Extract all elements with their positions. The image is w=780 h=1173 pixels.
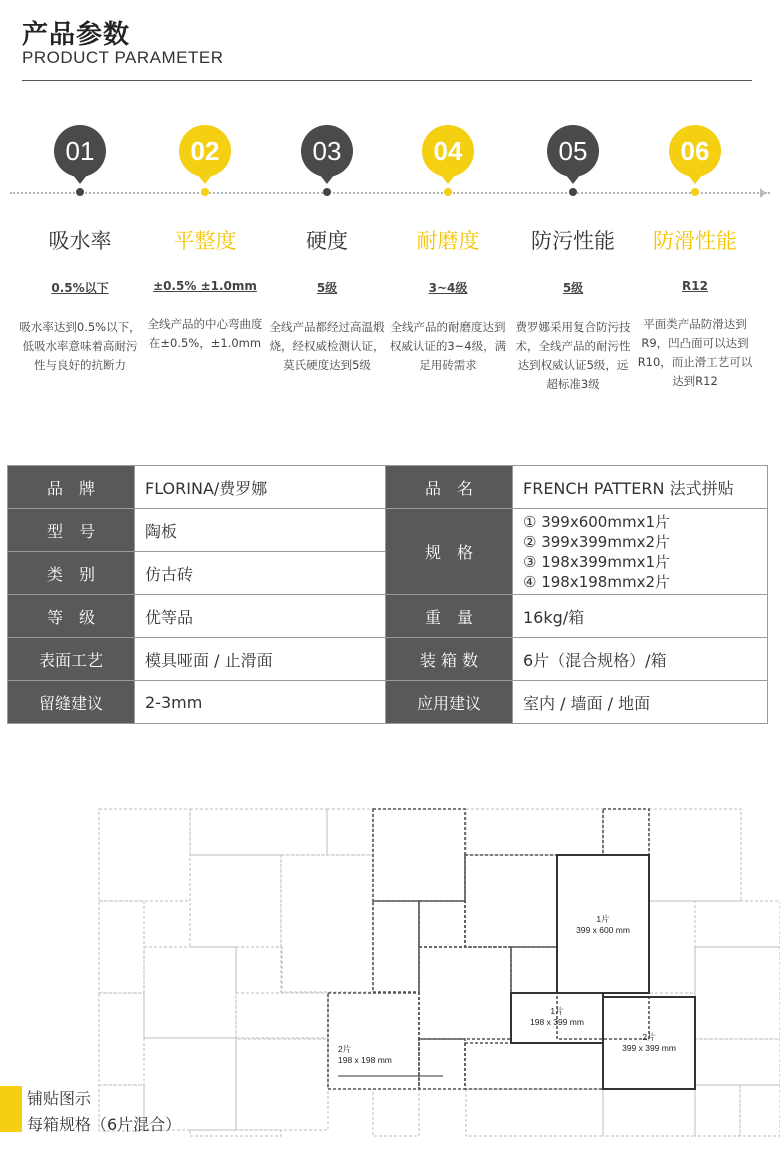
timeline-dot xyxy=(444,188,452,196)
size-label: 规 格 xyxy=(386,509,513,595)
weight-value: 16kg/箱 xyxy=(513,595,768,638)
feature-water-absorption xyxy=(17,125,143,375)
feature-wear-resistance xyxy=(385,125,511,375)
tile-count-label: 2片 xyxy=(338,1044,352,1054)
tile-count-label: 1片 xyxy=(596,914,610,924)
feature-value: R12 xyxy=(682,279,708,293)
box-count-value: 6片（混合规格）/箱 xyxy=(513,638,768,681)
feature-number-badge: 03 xyxy=(301,125,353,177)
box-tiles xyxy=(328,809,649,1089)
feature-name: 防滑性能 xyxy=(653,229,737,253)
page-subtitle: PRODUCT PARAMETER xyxy=(22,48,224,67)
feature-description: 全线产品都经过高温煅烧，经权威检测认证，莫氏硬度达到5级 xyxy=(269,320,385,372)
product-name-label: 品 名 xyxy=(386,466,513,509)
timeline-arrow-icon xyxy=(760,188,766,198)
timeline-dot xyxy=(691,188,699,196)
brand-value: FLORINA/费罗娜 xyxy=(135,466,386,509)
feature-name: 吸水率 xyxy=(48,229,112,253)
table-row xyxy=(8,595,768,638)
feature-value: 3~4级 xyxy=(428,281,468,295)
tile-count-label: 2片 xyxy=(642,1032,656,1042)
size-item: ③ 198x399mmx1片 xyxy=(523,552,670,571)
table-row xyxy=(8,638,768,681)
usage-label: 应用建议 xyxy=(386,681,513,724)
grade-label: 等 级 xyxy=(8,595,135,638)
model-value: 陶板 xyxy=(135,509,386,552)
tile-399x600 xyxy=(557,855,649,993)
feature-name: 平整度 xyxy=(173,229,237,253)
tile-size-label: 198 x 198 mm xyxy=(338,1055,392,1065)
surface-label: 表面工艺 xyxy=(8,638,135,681)
feature-value: 5级 xyxy=(562,281,584,295)
product-name-value: FRENCH PATTERN 法式拼贴 xyxy=(513,466,768,509)
feature-name: 耐磨度 xyxy=(416,229,480,253)
table-row xyxy=(8,509,768,552)
timeline-dot xyxy=(201,188,209,196)
category-value: 仿古砖 xyxy=(135,552,386,595)
spec-table xyxy=(7,465,768,724)
feature-number-badge: 05 xyxy=(547,125,599,177)
feature-number-badge: 01 xyxy=(54,125,106,177)
size-item: ④ 198x198mmx2片 xyxy=(523,572,670,591)
tile-size-label: 198 x 399 mm xyxy=(530,1017,584,1027)
feature-slip-resistance xyxy=(632,125,758,391)
caption-accent-bar xyxy=(0,1086,22,1132)
usage-value: 室内 / 墙面 / 地面 xyxy=(513,681,768,724)
caption-title: 铺贴图示 xyxy=(27,1089,92,1108)
background-tiles xyxy=(99,809,780,1136)
page-title: 产品参数 xyxy=(22,20,131,50)
feature-hardness xyxy=(264,125,390,375)
timeline-dot xyxy=(76,188,84,196)
feature-number-badge: 06 xyxy=(669,125,721,177)
title-divider xyxy=(22,80,752,81)
size-item: ② 399x399mmx2片 xyxy=(523,532,670,551)
feature-description: 全线产品的中心弯曲度在±0.5%，±1.0mm xyxy=(147,317,263,350)
feature-name: 硬度 xyxy=(306,229,348,253)
category-label: 类 别 xyxy=(8,552,135,595)
timeline-dot xyxy=(323,188,331,196)
table-row xyxy=(8,681,768,724)
model-label: 型 号 xyxy=(8,509,135,552)
feature-value: 0.5%以下 xyxy=(51,281,109,295)
tile-size-label: 399 x 399 mm xyxy=(622,1043,676,1053)
tile-count-label: 1片 xyxy=(550,1006,564,1016)
feature-value: 5级 xyxy=(316,281,338,295)
timeline-dot xyxy=(569,188,577,196)
feature-name: 防污性能 xyxy=(531,229,615,253)
grade-value: 优等品 xyxy=(135,595,386,638)
caption-subtitle: 每箱规格（6片混合） xyxy=(27,1115,182,1134)
joint-value: 2-3mm xyxy=(135,681,386,724)
feature-description: 全线产品的耐磨度达到权威认证的3~4级，满足用砖需求 xyxy=(389,320,507,372)
brand-label: 品 牌 xyxy=(8,466,135,509)
feature-description: 平面类产品防滑达到R9，凹凸面可以达到R10，而止滑工艺可以达到R12 xyxy=(637,317,753,388)
feature-description: 费罗娜采用复合防污技术，全线产品的耐污性达到权威认证5级，远超标准3级 xyxy=(515,320,631,391)
feature-flatness xyxy=(142,125,268,353)
feature-number-badge: 04 xyxy=(422,125,474,177)
size-item: ① 399x600mmx1片 xyxy=(523,512,670,531)
feature-description: 吸水率达到0.5%以下，低吸水率意味着高耐污性与良好的抗断力 xyxy=(19,320,141,372)
surface-value: 模具哑面 / 止滑面 xyxy=(135,638,386,681)
joint-label: 留缝建议 xyxy=(8,681,135,724)
feature-stain-resistance xyxy=(510,125,636,394)
feature-number-badge: 02 xyxy=(179,125,231,177)
size-values xyxy=(513,509,768,595)
table-row xyxy=(8,466,768,509)
weight-label: 重 量 xyxy=(386,595,513,638)
box-count-label: 装 箱 数 xyxy=(386,638,513,681)
tile-size-label: 399 x 600 mm xyxy=(576,925,630,935)
highlight-tiles xyxy=(511,855,695,1089)
feature-value: ±0.5% ±1.0mm xyxy=(153,279,257,293)
